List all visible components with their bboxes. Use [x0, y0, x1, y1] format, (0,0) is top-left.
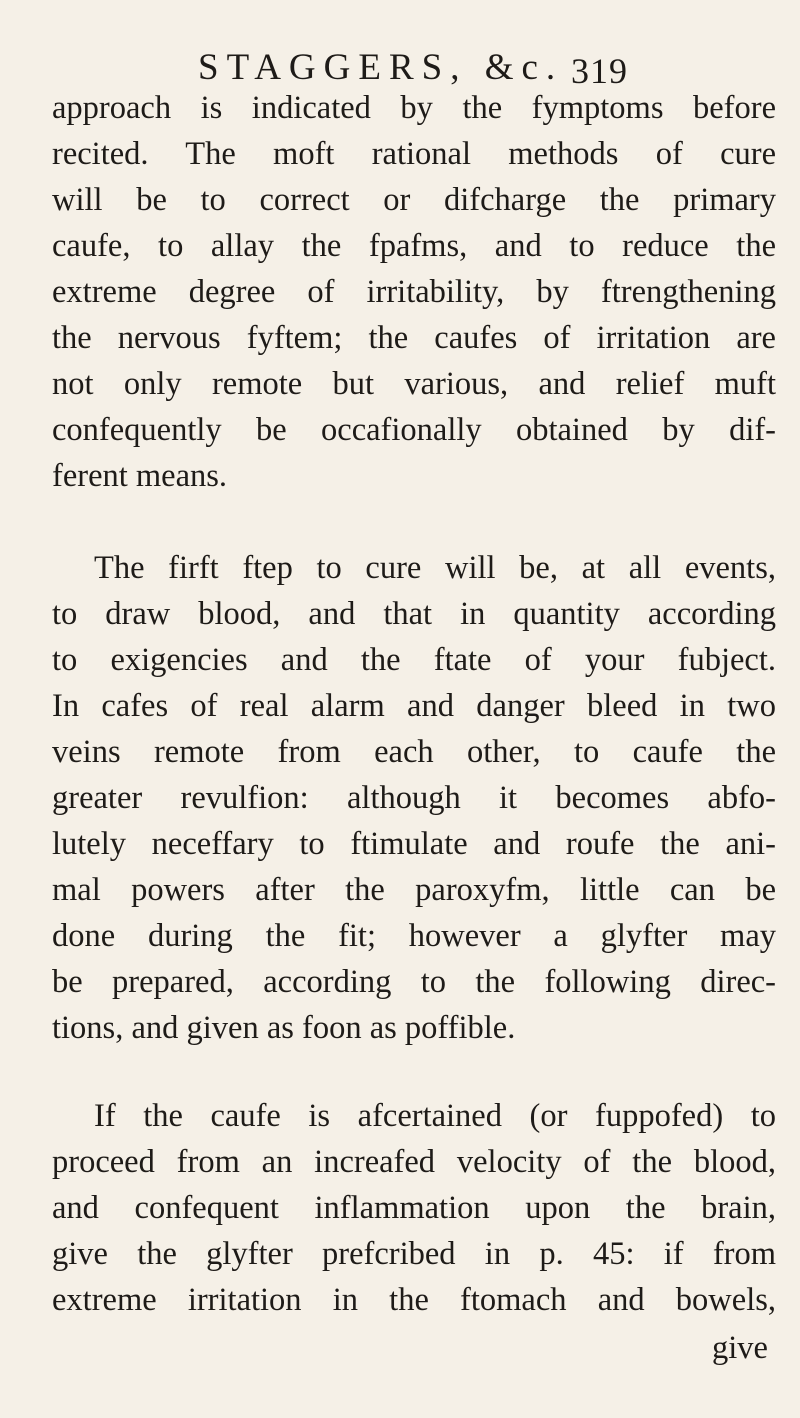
page-number: 319: [571, 51, 628, 91]
text-line: lutely neceffary to ftimulate and roufe the ani-: [52, 826, 776, 862]
text-line: caufe, to allay the fpafms, and to reduce the: [52, 228, 776, 264]
text-line: greater revulfion: although it becomes abfo-: [52, 780, 776, 816]
text-line: give the glyfter prefcribed in p. 45: if from: [52, 1236, 776, 1272]
text-line: the nervous fyftem; the caufes of irritation are: [52, 320, 776, 356]
catchword: give: [712, 1330, 768, 1366]
text-line: and confequent inflammation upon the brain,: [52, 1190, 776, 1226]
text-line: will be to correct or difcharge the primary: [52, 182, 776, 218]
text-line: mal powers after the paroxyfm, little can be: [52, 872, 776, 908]
text-line: The firft ftep to cure will be, at all events,: [94, 550, 776, 586]
text-line: veins remote from each other, to caufe the: [52, 734, 776, 770]
text-line: done during the fit; however a glyfter may: [52, 918, 776, 954]
text-line: be prepared, according to the following direc-: [52, 964, 776, 1000]
text-line: recited. The moft rational methods of cure: [52, 136, 776, 172]
text-line: not only remote but various, and relief muft: [52, 366, 776, 402]
running-head-title: STAGGERS, &c.: [198, 47, 564, 88]
text-line: proceed from an increafed velocity of the blood,: [52, 1144, 776, 1180]
text-line: approach is indicated by the fymptoms before: [52, 90, 776, 126]
text-line: extreme degree of irritability, by ftrengthening: [52, 274, 776, 310]
text-line: In cafes of real alarm and danger bleed in two: [52, 688, 776, 724]
text-line: ferent means.: [52, 458, 228, 494]
text-line: tions, and given as foon as poffible.: [52, 1010, 516, 1046]
text-line: extreme irritation in the ftomach and bowels,: [52, 1282, 776, 1318]
text-line: confequently be occafionally obtained by dif-: [52, 412, 776, 448]
text-line: If the caufe is afcertained (or fuppofed) to: [94, 1098, 776, 1134]
text-line: to exigencies and the ftate of your fubject.: [52, 642, 776, 678]
text-line: to draw blood, and that in quantity according: [52, 596, 776, 632]
